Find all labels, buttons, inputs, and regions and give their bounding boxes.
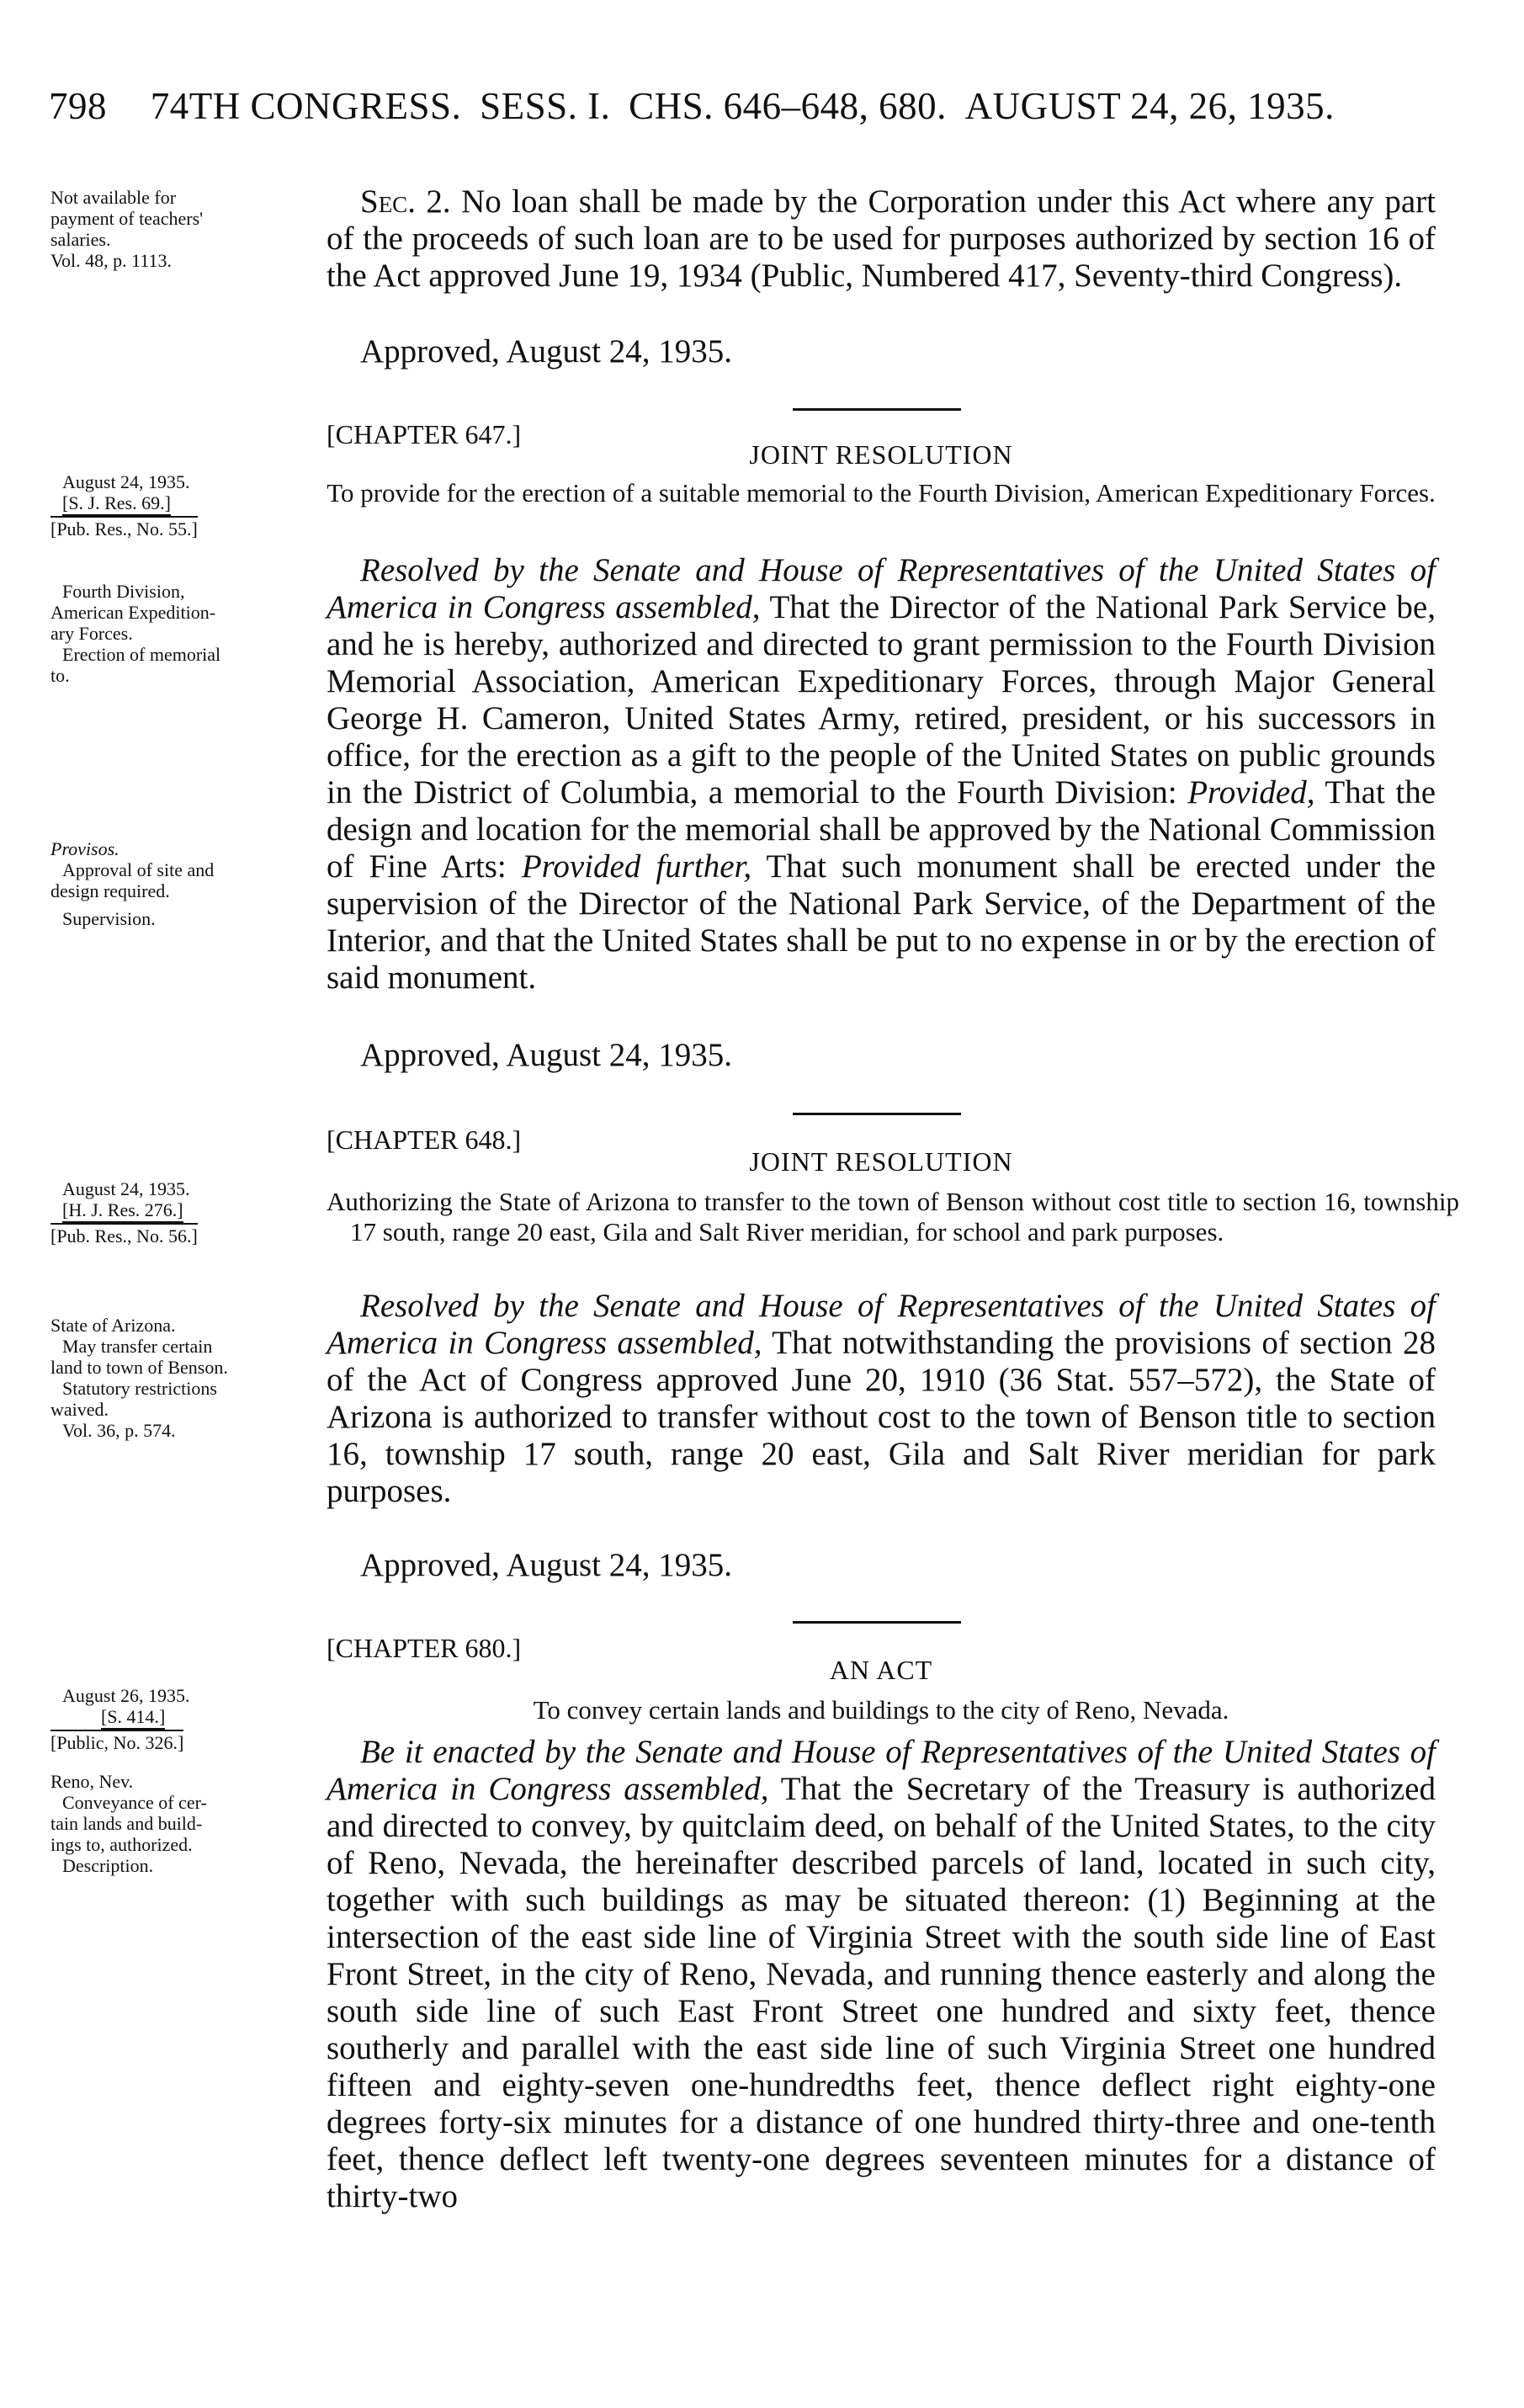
margin-note-648-subject: State of Arizona. May transfer certain land to town of Benson. Statutory restrictions waived. Vol. 36, p. 574. [50,1315,228,1441]
chapter-647-title: To provide for the erection of a suitable memorial to the Fourth Division, American Expeditionary Forces. [327,478,1436,508]
chapter-648-title: Authorizing the State of Arizona to transfer to the town of Benson without cost title to section 16, township 17 south, range 20 east, Gila and Salt River meridian, for school and park purposes. [327,1187,1459,1247]
divider-rule [793,1621,961,1624]
approved-648: Approved, August 24, 1935. [360,1547,732,1583]
chapter-648-label: [CHAPTER 648.] [327,1124,522,1155]
chapter-680-heading: AN ACT [829,1655,933,1685]
divider-rule [793,408,961,411]
chapter-680-text: Be it enacted by the Senate and House of Representatives of the United States of America in Congress assembled, That the Secretary of the Treasury is authorized and directed to convey, by quitclaim deed, on behalf of the United States, to the city of Reno, Nevada, the hereinafter described parcels of land, located in such city, together with such buildings as may be situated thereon: (1) Beginning at the intersection of the east side line of Virginia Street with the south side line of East Front Street, in the city of Reno, Nevada, and running thence easterly and along the south side line of such East Front Street one hundred and sixty feet, thence southerly and parallel with the east side line of such Virginia Street one hundred fifteen and eighty-seven one-hundredths feet, thence deflect right eighty-one degrees forty-six minutes for a distance of one hundred thirty-three and one-tenth feet, thence deflect left twenty-one degrees seventeen minutes for a distance of thirty-two [327,1734,1436,2214]
running-header [49,84,1429,128]
chapter-680-title: To convey certain lands and buildings to the city of Reno, Nevada. [533,1695,1229,1725]
margin-note-648-citation: August 24, 1935. [H. J. Res. 276.] [Pub. Res., No. 56.] [50,1178,198,1247]
chapter-680-label: [CHAPTER 680.] [327,1633,522,1663]
margin-note-647-subject: Fourth Division, American Expedition- ary Forces. Erection of memorial to. [50,581,221,686]
chapter-647-text: Resolved by the Senate and House of Representatives of the United States of America in Congress assembled, That the Director of the National Park Service be, and he is hereby, authorized and directed to grant permission to the Fourth Division Memorial Association, American Expeditionary Forces, through Major General George H. Cameron, United States Army, retired, president, or his successors in office, for the erection as a gift to the people of the United States on public grounds in the District of Columbia, a memorial to the Fourth Division: Provided, That the design and location for the memorial shall be approved by the National Commission of Fine Arts: Provided further, That such monument shall be erected under the supervision of the Director of the National Park Service, of the Department of the Interior, and that the United States shall be put to no expense in or by the erection of said monument. [327,552,1436,996]
header-session: SESS. I. [480,85,611,127]
divider-rule [793,1113,961,1115]
page-number: 798 [49,85,107,127]
header-chapters: CHS. 646–648, 680. [629,85,947,127]
header-congress: 74TH CONGRESS. [150,85,462,127]
chapter-647-heading: JOINT RESOLUTION [749,439,1013,470]
header-date: AUGUST 24, 26, 1935. [964,85,1335,127]
section-label: Sec. 2. [360,183,451,220]
margin-note-680-subject: Reno, Nev. Conveyance of cer- tain lands and build- ings to, authorized. Description. [50,1771,207,1876]
chapter-648-heading: JOINT RESOLUTION [749,1146,1013,1177]
approved-sec2: Approved, August 24, 1935. [360,333,732,369]
margin-note-647-citation: August 24, 1935. [S. J. Res. 69.] [Pub. Res., No. 55.] [50,471,198,540]
approved-647: Approved, August 24, 1935. [360,1037,732,1073]
margin-note-680-citation: August 26, 1935. [S. 414.] [Public, No. 326.] [50,1685,190,1753]
margin-note-647-provisos: Provisos. Approval of site and design required. Supervision. [50,838,215,929]
section-2-text: Sec. 2. No loan shall be made by the Corporation under this Act where any part of the proceeds of such loan are to be used for purposes authorized by section 16 of the Act approved June 19, 1934 (Public, Numbered 417, Seventy-third Congress). [327,183,1436,294]
margin-note-sec2: Not available for payment of teachers' salaries. Vol. 48, p. 1113. [50,187,204,271]
chapter-647-label: [CHAPTER 647.] [327,419,522,449]
chapter-648-text: Resolved by the Senate and House of Representatives of the United States of America in Congress assembled, That notwithstanding the provisions of section 28 of the Act of Congress approved June 20, 1910 (36 Stat. 557–572), the State of Arizona is authorized to transfer without cost to the town of Benson title to section 16, township 17 south, range 20 east, Gila and Salt River meridian for park purposes. [327,1288,1436,1509]
